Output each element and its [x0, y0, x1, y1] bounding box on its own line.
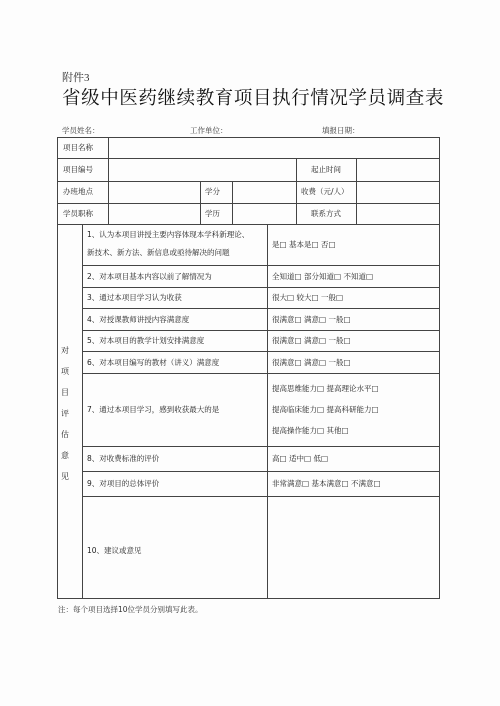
question-7-options-line1: 提高思维能力□ 提高理论水平□ [272, 384, 379, 393]
credits-label: 学分 [205, 187, 220, 196]
eval-label-char: 估 [61, 430, 69, 439]
question-4: 4、对授课教师讲授内容满意度 [87, 315, 190, 324]
question-7-options-line2: 提高临床能力□ 提高科研能力□ [272, 405, 379, 414]
question-2-options: 全知道□ 部分知道□ 不知道□ [272, 272, 374, 281]
attachment-label: 附件3 [62, 72, 90, 84]
question-6: 6、对本项目编写的教材（讲义）满意度 [87, 358, 220, 367]
eval-label-char: 对 [61, 346, 69, 355]
title-position-label: 学员职称 [63, 209, 93, 218]
question-7-options-line3: 提高操作能力□ 其他□ [272, 426, 349, 435]
venue-label: 办班地点 [63, 187, 93, 196]
question-4-options: 很满意□ 满意□ 一般□ [272, 315, 351, 324]
question-9-options: 非常满意□ 基本满意□ 不满意□ [272, 479, 381, 488]
eval-label-char: 见 [61, 472, 69, 481]
question-2: 2、对本项目基本内容以前了解情况为 [87, 272, 212, 281]
eval-label-char: 评 [61, 409, 69, 418]
project-code-label: 项目编号 [63, 165, 93, 174]
work-unit-label: 工作单位： [190, 126, 228, 135]
project-name-label: 项目名称 [63, 143, 93, 152]
question-5: 5、对本项目的教学计划安排满意度 [87, 336, 205, 345]
education-label: 学历 [205, 209, 220, 218]
eval-label-char: 目 [61, 388, 69, 397]
fill-date-label: 填报日期： [322, 126, 360, 135]
page-title: 省级中医药继续教育项目执行情况学员调查表 [62, 88, 445, 109]
question-8-options: 高□ 适中□ 低□ [272, 454, 329, 463]
start-end-time-label: 起止时间 [311, 165, 341, 174]
question-3-options: 很大□ 较大□ 一般□ [272, 293, 344, 302]
question-1-line2: 新技术、新方法、新信息或亟待解决的问题 [87, 248, 230, 257]
question-7: 7、通过本项目学习，感到收获最大的是 [87, 405, 220, 414]
question-9: 9、对项目的总体评价 [87, 479, 160, 488]
question-1-line1: 1、认为本项目讲授主要内容体现本学科新理论、 [87, 230, 250, 239]
eval-label-char: 项 [61, 367, 69, 376]
question-3: 3、通过本项目学习认为收获 [87, 293, 182, 302]
question-8: 8、对收费标准的评价 [87, 454, 160, 463]
contact-label: 联系方式 [311, 209, 341, 218]
question-10: 10、建议或意见 [87, 546, 142, 555]
question-5-options: 很满意□ 满意□ 一般□ [272, 336, 351, 345]
fee-label: 收费（元/人） [301, 187, 349, 196]
question-6-options: 很满意□ 满意□ 一般□ [272, 358, 351, 367]
question-1-options: 是□ 基本是□ 否□ [272, 240, 336, 249]
eval-label-char: 意 [61, 451, 69, 460]
footnote: 注：每个项目选择10位学员分别填写此表。 [58, 605, 203, 614]
student-name-label: 学员姓名： [62, 126, 100, 135]
